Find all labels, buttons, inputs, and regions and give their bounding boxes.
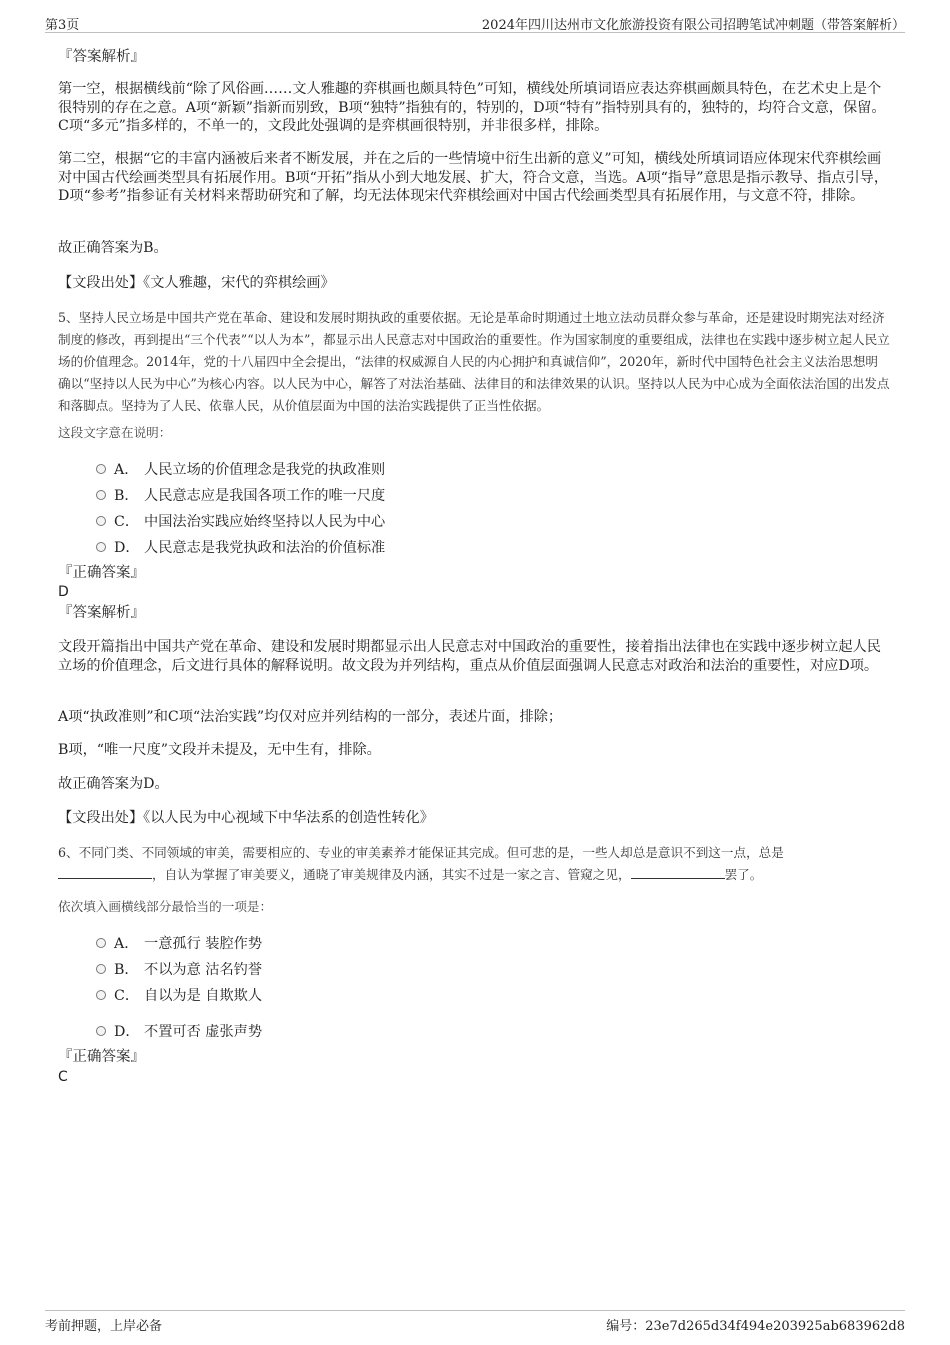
page-footer	[45, 1310, 905, 1333]
analysis-paragraph-2: 第二空，根据“它的丰富内涵被后来者不断发展，并在之后的一些情境中衍生出新的意义”可知，横线处所填词语应体现宋代弈棋绘画对中国古代绘画类型具有拓展作用。B项“开拓”指从小到大地发展、扩大，符合文意，当选。A项“指导”意思是指示教导、指点引导，D项“参考”指参证有关材料来帮助研究和了解，均无法体现宋代弈棋绘画对中国古代绘画类型具有拓展作用，与文意不符，排除。	[58, 151, 889, 205]
q5-analysis-label: 『答案解析』	[58, 605, 145, 621]
radio-button[interactable]	[96, 938, 106, 948]
q5-analysis-4: 故正确答案为D。	[58, 776, 169, 792]
option-text: 一意孤行 装腔作势	[144, 936, 263, 952]
q5-option-a[interactable]	[96, 458, 856, 480]
analysis-label-prev: 『答案解析』	[58, 49, 145, 65]
q5-option-c[interactable]	[96, 510, 856, 532]
q5-analysis-3: B项，“唯一尺度”文段并未提及，无中生有，排除。	[58, 742, 381, 758]
q6-option-a[interactable]	[96, 932, 856, 954]
q6-text-part-1: 6、不同门类、不同领域的审美，需要相应的、专业的审美素养才能保证其完成。但可悲的是，一些人却总是意识不到这一点，总是	[58, 845, 784, 860]
radio-button[interactable]	[96, 964, 106, 974]
q5-analysis-1: 文段开篇指出中国共产党在革命、建设和发展时期都显示出人民意志对中国政治的重要性，接着指出法律也在实践中逐步树立起人民立场的价值理念，后文进行具体的解释说明。故文段为并列结构，重点从价值层面强调人民意志对政治和法治的重要性，对应D项。	[58, 639, 881, 674]
q5-option-b[interactable]	[96, 484, 856, 506]
option-text: 自以为是 自欺欺人	[144, 988, 263, 1004]
radio-button[interactable]	[96, 1026, 106, 1036]
q5-option-d[interactable]	[96, 536, 856, 558]
radio-button[interactable]	[96, 464, 106, 474]
option-text: 不以为意 沽名钓誉	[144, 962, 263, 978]
option-letter: A．	[114, 936, 139, 952]
q5-answer-label: 『正确答案』	[58, 565, 145, 581]
q6-option-c[interactable]	[96, 984, 856, 1006]
q5-source: 【文段出处】《以人民为中心视域下中华法系的创造性转化》	[58, 810, 434, 826]
question-5-prompt: 这段文字意在说明：	[58, 425, 172, 440]
radio-button[interactable]	[96, 516, 106, 526]
fill-blank-1	[58, 865, 152, 879]
q6-answer-label: 『正确答案』	[58, 1049, 145, 1065]
q6-text-part-2: ，自认为掌握了审美要义，通晓了审美规律及内涵，其实不过是一家之言、管窥之见，	[152, 867, 631, 882]
question-6-prompt: 依次填入画横线部分最恰当的一项是：	[58, 899, 273, 914]
option-letter: D．	[114, 540, 140, 556]
q6-answer: C	[58, 1069, 68, 1085]
option-letter: B．	[114, 962, 139, 978]
option-letter: C．	[114, 988, 140, 1004]
footer-slogan: 考前押题，上岸必备	[45, 1319, 163, 1334]
option-text: 人民意志是我党执政和法治的价值标准	[144, 540, 386, 556]
q5-answer: D	[58, 584, 69, 600]
question-5-text: 5、坚持人民立场是中国共产党在革命、建设和发展时期执政的重要依据。无论是革命时期通过土地立法动员群众参与革命，还是建设时期宪法对经济制度的修改，再到提出“三个代表”“以人为本”，都显示出人民意志对中国政治的重要性。作为国家制度的重要组成，法律也在实践中逐步树立起人民立场的价值理念。2014年，党的十八届四中全会提出，“法律的权威源自人民的内心拥护和真诚信仰”，2020年，新时代中国特色社会主义法治思想明确以“坚持以人民为中心”为核心内容。以人民为中心，解答了对法治基础、法律目的和法律效果的认识。坚持以人民为中心成为全面依法治国的出发点和落脚点。坚持为了人民、依靠人民，从价值层面为中国的法治实践提供了正当性依据。	[58, 310, 890, 413]
q6-text-part-3: 罢了。	[724, 867, 763, 882]
radio-button[interactable]	[96, 490, 106, 500]
q5-analysis-2: A项“执政准则”和C项“法治实践”均仅对应并列结构的一部分，表述片面，排除；	[58, 709, 563, 725]
document-title: 2024年四川达州市文化旅游投资有限公司招聘笔试冲刺题（带答案解析）	[481, 18, 905, 33]
option-text: 中国法治实践应始终坚持以人民为中心	[144, 514, 386, 530]
option-text: 不置可否 虚张声势	[144, 1024, 263, 1040]
q6-option-b[interactable]	[96, 958, 856, 980]
radio-button[interactable]	[96, 542, 106, 552]
option-text: 人民意志应是我国各项工作的唯一尺度	[144, 488, 386, 504]
option-text: 人民立场的价值理念是我党的执政准则	[144, 462, 386, 478]
option-letter: A．	[114, 462, 139, 478]
page-number: 第3页	[45, 18, 80, 33]
radio-button[interactable]	[96, 990, 106, 1000]
option-letter: B．	[114, 488, 139, 504]
document-code: 编号：23e7d265d34f494e203925ab683962d8	[606, 1319, 905, 1334]
analysis-paragraph-1: 第一空，根据横线前“除了风俗画……文人雅趣的弈棋画也颇具特色”可知，横线处所填词语应表达弈棋画颇具特色，在艺术史上是个很特别的存在之意。A项“新颖”指新而别致，B项“独特”指独有的，特别的，D项“特有”指特别具有的，独特的，均符合文意，保留。C项“多元”指多样的，不单一的，文段此处强调的是弈棋画很特别，并非很多样，排除。	[58, 81, 886, 135]
fill-blank-2	[631, 865, 725, 879]
option-letter: D．	[114, 1024, 140, 1040]
question-6-text	[58, 842, 890, 886]
page-header	[45, 12, 905, 33]
source-prev: 【文段出处】《文人雅趣，宋代的弈棋绘画》	[58, 275, 335, 291]
option-letter: C．	[114, 514, 140, 530]
q6-option-d[interactable]	[96, 1020, 856, 1042]
analysis-conclusion-prev: 故正确答案为B。	[58, 240, 168, 256]
